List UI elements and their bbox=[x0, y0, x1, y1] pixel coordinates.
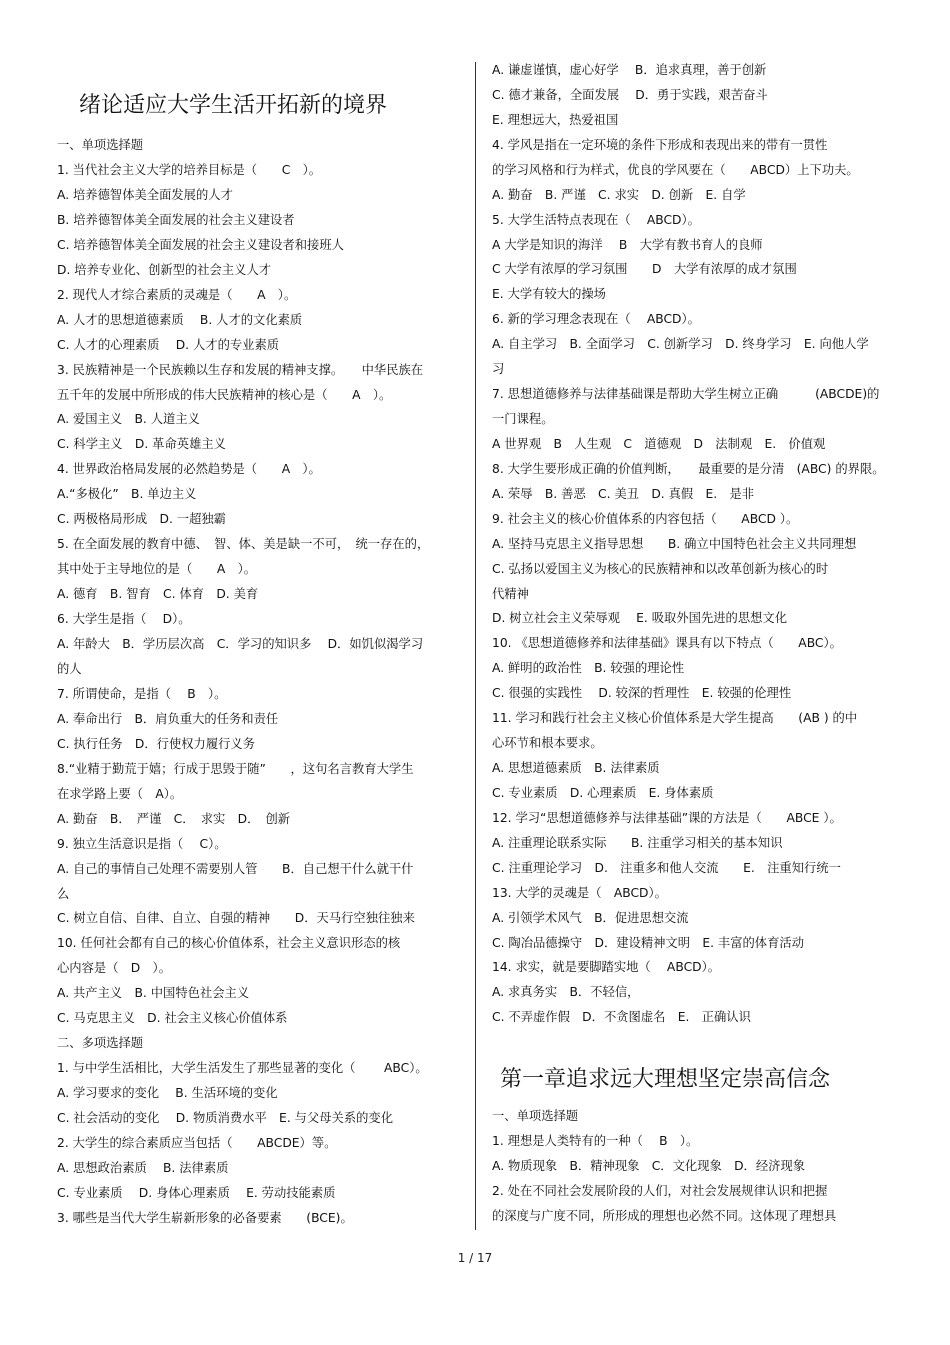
text-line: A. 勤奋 B． 严谨 C． 求实 D． 创新 bbox=[57, 811, 291, 826]
text-line: 其中处于主导地位的是（ A ）。 bbox=[57, 562, 257, 577]
text-line: C. 专业素质 D. 身体心理素质 E. 劳动技能素质 bbox=[57, 1185, 336, 1200]
text-line: C. 科学主义 D. 革命英雄主义 bbox=[57, 437, 226, 452]
text-line: 8. 大学生要形成正确的价值判断， 最重要的是分清 (ABC) 的界限。 bbox=[492, 461, 885, 476]
text-line: C. 注重理论学习 D. 注重多和他人交流 E. 注重知行统一 bbox=[492, 860, 841, 875]
text-line: 5. 大学生活特点表现在（ ABCD）。 bbox=[492, 212, 700, 227]
section-title-intro: 绪论适应大学生活开拓新的境界 bbox=[79, 93, 388, 118]
text-line: A. 注重理论联系实际 B. 注重学习相关的基本知识 bbox=[492, 835, 783, 850]
text-line: B. 培养德智体美全面发展的社会主义建设者 bbox=[57, 212, 295, 227]
text-line: C. 执行任务 D．行使权力履行义务 bbox=[57, 736, 256, 751]
text-line: A. 奉命出行 B．肩负重大的任务和责任 bbox=[57, 711, 279, 726]
text-line: A. 自己的事情自己处理不需要别人管 B．自己想干什么就干什 bbox=[57, 861, 414, 876]
text-line: A. 物质现象 B．精神现象 C．文化现象 D．经济现象 bbox=[492, 1158, 806, 1173]
text-line: C. 不弄虚作假 D．不贪图虚名 E. 正确认识 bbox=[492, 1010, 751, 1025]
text-line: 五千年的发展中所形成的伟大民族精神的核心是（ A ）。 bbox=[57, 387, 392, 402]
text-line: 2. 现代人才综合素质的灵魂是（ A ）。 bbox=[57, 287, 297, 302]
text-line: 的人 bbox=[57, 661, 82, 676]
text-line: D. 培养专业化、创新型的社会主义人才 bbox=[57, 262, 272, 277]
text-line: C. 人才的心理素质 D. 人才的专业素质 bbox=[57, 337, 280, 352]
text-line: 9. 社会主义的核心价值体系的内容包括（ ABCD ）。 bbox=[492, 511, 799, 526]
text-line: 5. 在全面发展的教育中德、 智、体、美是缺一不可， 统一存在的， bbox=[57, 537, 430, 552]
text-line: A. 学习要求的变化 B. 生活环境的变化 bbox=[57, 1086, 278, 1101]
text-line: 2. 处在不同社会发展阶段的人们，对社会发展规律认识和把握 bbox=[492, 1183, 828, 1198]
text-line: A. 人才的思想道德素质 B. 人才的文化素质 bbox=[57, 312, 303, 327]
text-line: C. 树立自信、自律、自立、自强的精神 D．天马行空独往独来 bbox=[57, 911, 415, 926]
text-line: 1. 当代社会主义大学的培养目标是（ C ）。 bbox=[57, 162, 322, 177]
text-line: E. 大学有较大的操场 bbox=[492, 287, 606, 302]
text-line: C. 社会活动的变化 D. 物质消费水平 E. 与父母关系的变化 bbox=[57, 1111, 394, 1126]
text-line: C. 培养德智体美全面发展的社会主义建设者和接班人 bbox=[57, 237, 344, 252]
text-line: C. 很强的实践性 D. 较深的哲理性 E. 较强的伦理性 bbox=[492, 686, 792, 701]
text-line: A. 年龄大 B．学历层次高 C．学习的知识多 D．如饥似渴学习 bbox=[57, 637, 424, 651]
text-line: A. 求真务实 B．不轻信， bbox=[492, 985, 640, 1000]
text-line: C 大学有浓厚的学习氛围 D 大学有浓厚的成才氛围 bbox=[492, 262, 797, 277]
text-line: 2. 大学生的综合素质应当包括（ ABCDE）等。 bbox=[57, 1136, 337, 1150]
text-line: 的深度与广度不同，所形成的理想也必然不同。这体现了理想具 bbox=[492, 1208, 837, 1223]
text-line: 6. 新的学习理念表现在（ ABCD）。 bbox=[492, 312, 700, 327]
text-line: A. 鲜明的政治性 B. 较强的理论性 bbox=[492, 661, 685, 676]
text-line: 在求学路上要（ A）。 bbox=[57, 786, 183, 801]
text-line: 10. 任何社会都有自己的核心价值体系，社会主义意识形态的核 bbox=[57, 936, 401, 951]
text-line: 7. 所谓使命，是指（ B ）。 bbox=[57, 686, 227, 701]
page-number: 1 / 17 bbox=[457, 1251, 493, 1265]
column-divider bbox=[475, 62, 476, 1230]
text-line: A. 谦虚谨慎，虚心好学 B．追求真理，善于创新 bbox=[492, 63, 767, 77]
text-line: A. 德育 B. 智育 C. 体育 D. 美育 bbox=[57, 587, 259, 602]
text-line: A. 荣辱 B. 善恶 C. 美丑 D. 真假 E. 是非 bbox=[492, 486, 755, 501]
text-line: 11. 学习和践行社会主义核心价值体系是大学生提高 (AB ) 的中 bbox=[492, 711, 858, 726]
text-line: 一、单项选择题 bbox=[492, 1109, 579, 1123]
text-line: C. 两极格局形成 D. 一超独霸 bbox=[57, 512, 226, 527]
text-line: A. 坚持马克思主义指导思想 B. 确立中国特色社会主义共同理想 bbox=[492, 536, 857, 551]
text-line: 二、多项选择题 bbox=[57, 1036, 144, 1051]
text-line: C. 陶冶品德操守 D．建设精神文明 E. 丰富的体育活动 bbox=[492, 935, 804, 950]
text-line: 一门课程。 bbox=[492, 412, 554, 427]
text-line: A. 培养德智体美全面发展的人才 bbox=[57, 187, 233, 202]
text-line: 10. 《思想道德修养和法律基础》课具有以下特点（ ABC）。 bbox=[492, 636, 842, 651]
text-line: 8.“业精于勤荒于嬉；行成于思毁于随” ，这句名言教育大学生 bbox=[57, 761, 414, 776]
text-line: A. 共产主义 B. 中国特色社会主义 bbox=[57, 986, 250, 1001]
text-line: 么 bbox=[57, 886, 70, 901]
text-line: 14. 求实，就是要脚踏实地（ ABCD）。 bbox=[492, 960, 721, 975]
text-line: C. 马克思主义 D. 社会主义核心价值体系 bbox=[57, 1011, 288, 1026]
text-line: 1. 与中学生活相比，大学生活发生了那些显著的变化（ ABC）。 bbox=[57, 1061, 428, 1076]
text-line: 6. 大学生是指（ D）。 bbox=[57, 612, 191, 627]
text-line: 3. 民族精神是一个民族赖以生存和发展的精神支撑。 中华民族在 bbox=[57, 362, 424, 377]
text-line: A. 勤奋 B. 严谨 C. 求实 D. 创新 E. 自学 bbox=[492, 187, 746, 202]
text-line: C. 德才兼备，全面发展 D．勇于实践，艰苦奋斗 bbox=[492, 87, 768, 102]
text-line: A.“多极化” B. 单边主义 bbox=[57, 487, 197, 502]
text-line: D. 树立社会主义荣辱观 E. 吸取外国先进的思想文化 bbox=[492, 611, 788, 626]
text-line: 7. 思想道德修养与法律基础课是帮助大学生树立正确 (ABCDE)的 bbox=[492, 387, 880, 402]
text-line: 心内容是（ D ）。 bbox=[57, 961, 171, 976]
text-line: 习 bbox=[492, 362, 505, 377]
text-line: A. 引领学术风气 B．促进思想交流 bbox=[492, 910, 689, 925]
text-line: A. 自主学习 B. 全面学习 C. 创新学习 D. 终身学习 E. 向他人学 bbox=[492, 337, 869, 352]
text-line: E. 理想远大，热爱祖国 bbox=[492, 112, 619, 127]
text-line: 4. 世界政治格局发展的必然趋势是（ A ）。 bbox=[57, 462, 321, 477]
text-line: A 大学是知识的海洋 B 大学有教书育人的良师 bbox=[492, 237, 763, 252]
text-line: 12. 学习“思想道德修养与法律基础”课的方法是（ ABCE ）。 bbox=[492, 810, 842, 825]
section-title-chapter-one: 第一章追求远大理想坚定崇高信念 bbox=[500, 1067, 831, 1092]
text-line: 1. 理想是人类特有的一种（ B ）。 bbox=[492, 1133, 699, 1148]
text-line: 13. 大学的灵魂是（ ABCD）。 bbox=[492, 885, 667, 900]
text-line: A. 爱国主义 B. 人道主义 bbox=[57, 412, 200, 427]
text-line: C. 弘扬以爱国主义为核心的民族精神和以改革创新为核心的时 bbox=[492, 561, 829, 576]
text-line: 代精神 bbox=[492, 586, 529, 601]
text-line: C. 专业素质 D. 心理素质 E. 身体素质 bbox=[492, 785, 714, 800]
text-line: A. 思想道德素质 B. 法律素质 bbox=[492, 761, 660, 776]
text-line: 心环节和根本要求。 bbox=[492, 736, 603, 751]
text-line: 一、单项选择题 bbox=[57, 138, 144, 152]
text-line: A. 思想政治素质 B. 法律素质 bbox=[57, 1160, 229, 1175]
text-line: A 世界观 B 人生观 C 道德观 D 法制观 E. 价值观 bbox=[492, 436, 826, 451]
text-line: 4. 学风是指在一定环境的条件下形成和表现出来的带有一贯性 bbox=[492, 137, 828, 152]
text-line: 的学习风格和行为样式，优良的学风要在（ ABCD）上下功夫。 bbox=[492, 162, 859, 177]
text-line: 9. 独立生活意识是指（ C）。 bbox=[57, 836, 227, 851]
text-line: 3. 哪些是当代大学生崭新形象的必备要素 (BCE)。 bbox=[57, 1210, 353, 1225]
